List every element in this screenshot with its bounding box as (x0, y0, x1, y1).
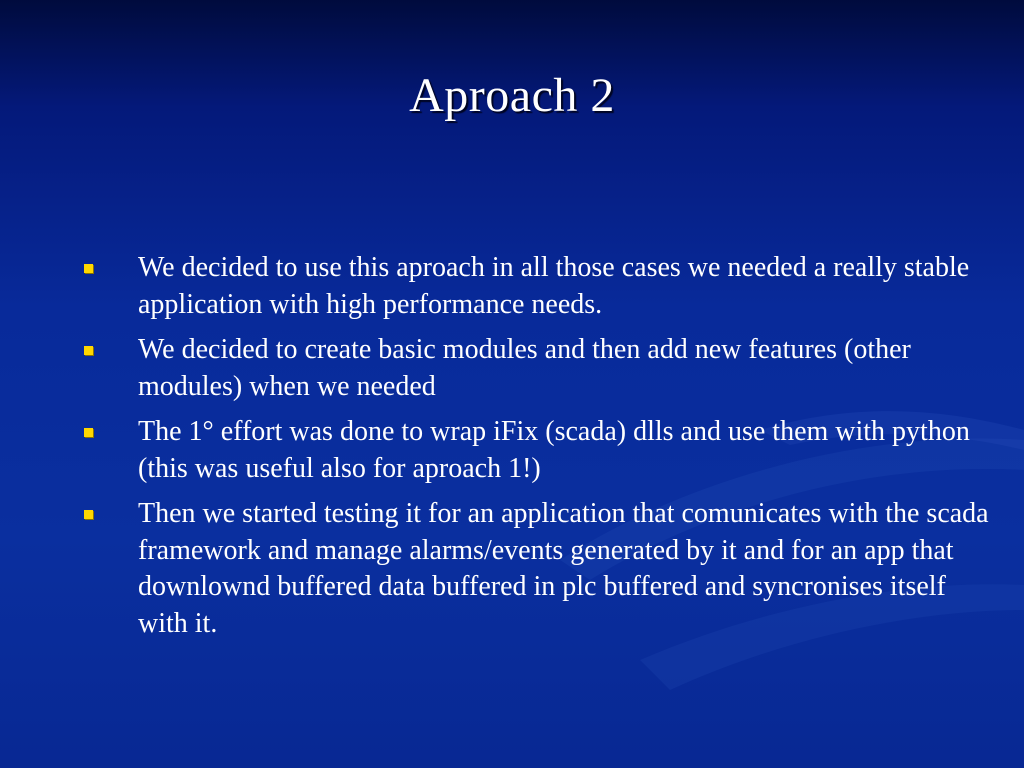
bullet-item (82, 250, 992, 323)
bullet-text: We decided to create basic modules and then add new features (other modules) when we needed (138, 334, 911, 402)
bullet-text: The 1° effort was done to wrap iFix (scada) dlls and use them with python (this was useful also for aproach 1!) (138, 416, 970, 484)
bullet-text: Then we started testing it for an application that comunicates with the scada framework and manage alarms/events generated by it and for an app that downlownd buffered data buffered in plc buffered and syncronises itself with it. (138, 498, 989, 639)
bullet-item (82, 414, 992, 487)
square-bullet-icon (84, 428, 93, 437)
square-bullet-icon (84, 510, 93, 519)
square-bullet-icon (84, 346, 93, 355)
bullet-item (82, 332, 992, 405)
square-bullet-icon (84, 264, 93, 273)
bullet-item (82, 496, 992, 642)
bullet-text: We decided to use this aproach in all those cases we needed a really stable application with high performance needs. (138, 252, 970, 320)
slide-title: Aproach 2 (409, 69, 615, 122)
bullet-list (82, 250, 992, 651)
